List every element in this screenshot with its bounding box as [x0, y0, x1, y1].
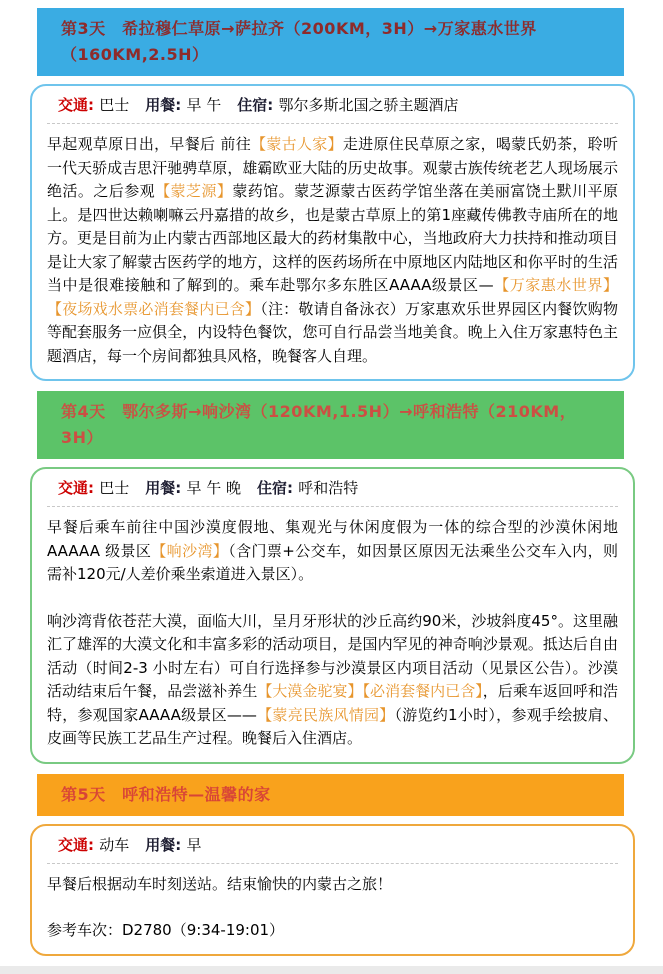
day-header: [37, 8, 624, 76]
day-body: [47, 873, 618, 943]
day-section-day-3: [0, 8, 663, 381]
highlight-text: 【响沙湾】: [151, 541, 229, 560]
body-text: （游览约1小时），参观手绘披肩、皮画等民族工艺品生产过程。晚餐后入住酒店。: [47, 705, 618, 747]
body-text: 走进原住民草原之家，喝蒙氏奶茶，聆听一代天骄成吉思汗驰骋草原，雄霸欧亚大陆的历史故事。观蒙古族传统老艺人现场展示绝活。之后参观: [47, 135, 618, 200]
body-text: （含门票+公交车，如因景区原因无法乘坐公交车入内，则需补120元/人差价乘坐索道进入景区）。: [47, 541, 618, 583]
day-body: [47, 516, 618, 751]
days-container: [0, 8, 663, 956]
highlight-text: 【万家惠水世界】【夜场戏水票必消套餐内已含】: [47, 276, 618, 318]
transport-label: 交通:: [58, 96, 100, 114]
day-title: 第5天 呼和浩特—温馨的家: [61, 784, 271, 804]
day-title: 第3天 希拉穆仁草原→萨拉齐（200KM，3H）→万家惠水世界（160KM,2.5H）: [61, 19, 537, 64]
meals-label: 用餐:: [145, 479, 187, 497]
bottom-divider: [0, 966, 663, 974]
day-card: [30, 84, 635, 381]
hotel-value: 呼和浩特: [298, 479, 359, 497]
highlight-text: 【大漠金驼宴】【必消套餐内已含】: [257, 682, 483, 700]
transport-info: [58, 96, 129, 114]
body-text: 响沙湾背依苍茫大漠，面临大川，呈月牙形状的沙丘高约90米，沙坡斜度45°。这里融汇了雄浑的大漠文化和丰富多彩的活动项目，是国内罕见的神奇响沙景观。抵达后自由活动（时间2-3 小时左右）可自行选择参与沙漠景区内项目活动（见景区公告）。沙漠活动结束后午餐，品尝滋补养生: [47, 611, 618, 700]
paragraph: [47, 919, 618, 943]
highlight-text: 【蒙亮民族风情园】: [256, 705, 395, 724]
highlight-text: 【蒙芝源】: [155, 182, 233, 200]
dashed-divider: [47, 863, 618, 864]
dashed-divider: [47, 506, 618, 507]
meals-info: [145, 479, 241, 497]
hotel-label: 住宿:: [257, 479, 299, 497]
paragraph: [47, 610, 618, 751]
meals-value: 早 午 晚: [186, 479, 242, 497]
day-info-row: [47, 835, 618, 856]
transport-value: 动车: [99, 835, 130, 854]
hotel-info: [257, 479, 358, 497]
transport-info: [58, 836, 129, 854]
body-text: 参考车次：D2780（9:34-19:01）: [47, 921, 285, 939]
day-body: [47, 133, 618, 368]
hotel-label: 住宿:: [237, 96, 279, 114]
hotel-info: [237, 96, 458, 114]
day-card: [30, 467, 635, 764]
day-section-day-5: [0, 774, 663, 956]
meals-info: [145, 96, 221, 114]
hotel-value: 鄂尔多斯北国之骄主题酒店: [278, 96, 459, 114]
meals-value: 早: [186, 835, 202, 854]
day-header: [37, 391, 624, 459]
body-text: 早餐后根据动车时刻送站。结束愉快的内蒙古之旅！: [47, 874, 393, 893]
day-card: [30, 824, 635, 956]
body-text: ，后乘车返回呼和浩特，参观国家AAAA级景区——: [47, 682, 618, 724]
day-section-day-4: [0, 391, 663, 764]
highlight-text: 【蒙古人家】: [251, 135, 343, 153]
transport-value: 巴士: [99, 96, 130, 114]
body-text: 早餐后乘车前往中国沙漠度假地、集观光与休闲度假为一体的综合型的沙漠休闲地AAAAA 级景区: [47, 518, 618, 560]
day-header: [37, 774, 624, 816]
day-title: 第4天 鄂尔多斯→响沙湾（120KM,1.5H）→呼和浩特（210KM，3H）: [61, 402, 577, 447]
body-text: 早起观草原日出，早餐后 前往: [47, 135, 252, 153]
transport-info: [58, 479, 129, 497]
paragraph: [47, 873, 618, 897]
dashed-divider: [47, 123, 618, 124]
day-info-row: [47, 478, 618, 499]
body-text: （注：敬请自备泳衣）万家惠欢乐世界园区内餐饮购物等配套服务一应俱全，内设特色餐饮，您可自行品尝当地美食。晚上入住万家惠特色主题酒店，每一个房间都独具风格，晚餐客人自理。: [47, 299, 618, 365]
transport-label: 交通:: [58, 479, 100, 497]
body-text: 蒙药馆。蒙芝源蒙古医药学馆坐落在美丽富饶土默川平原上。是四世达赖喇嘛云丹嘉措的故乡，也是蒙古草原上的第1座藏传佛教寺庙所在的地方。更是目前为止内蒙古西部地区最大的药材集散中心，当地政府大力扶持和推动项目是让大家了解蒙古医药学的地方，这样的医药场所在中原地区内陆地区和你平时的生活当中是很难接触和了解到的。乘车赴鄂尔多东胜区AAAA级景区—: [47, 182, 618, 294]
day-info-row: [47, 95, 618, 116]
transport-value: 巴士: [99, 479, 130, 497]
transport-label: 交通:: [58, 835, 100, 854]
meals-label: 用餐:: [145, 835, 187, 854]
paragraph: [47, 516, 618, 587]
meals-info: [145, 836, 201, 854]
meals-label: 用餐:: [145, 96, 187, 114]
paragraph: [47, 133, 618, 368]
meals-value: 早 午: [186, 96, 222, 114]
